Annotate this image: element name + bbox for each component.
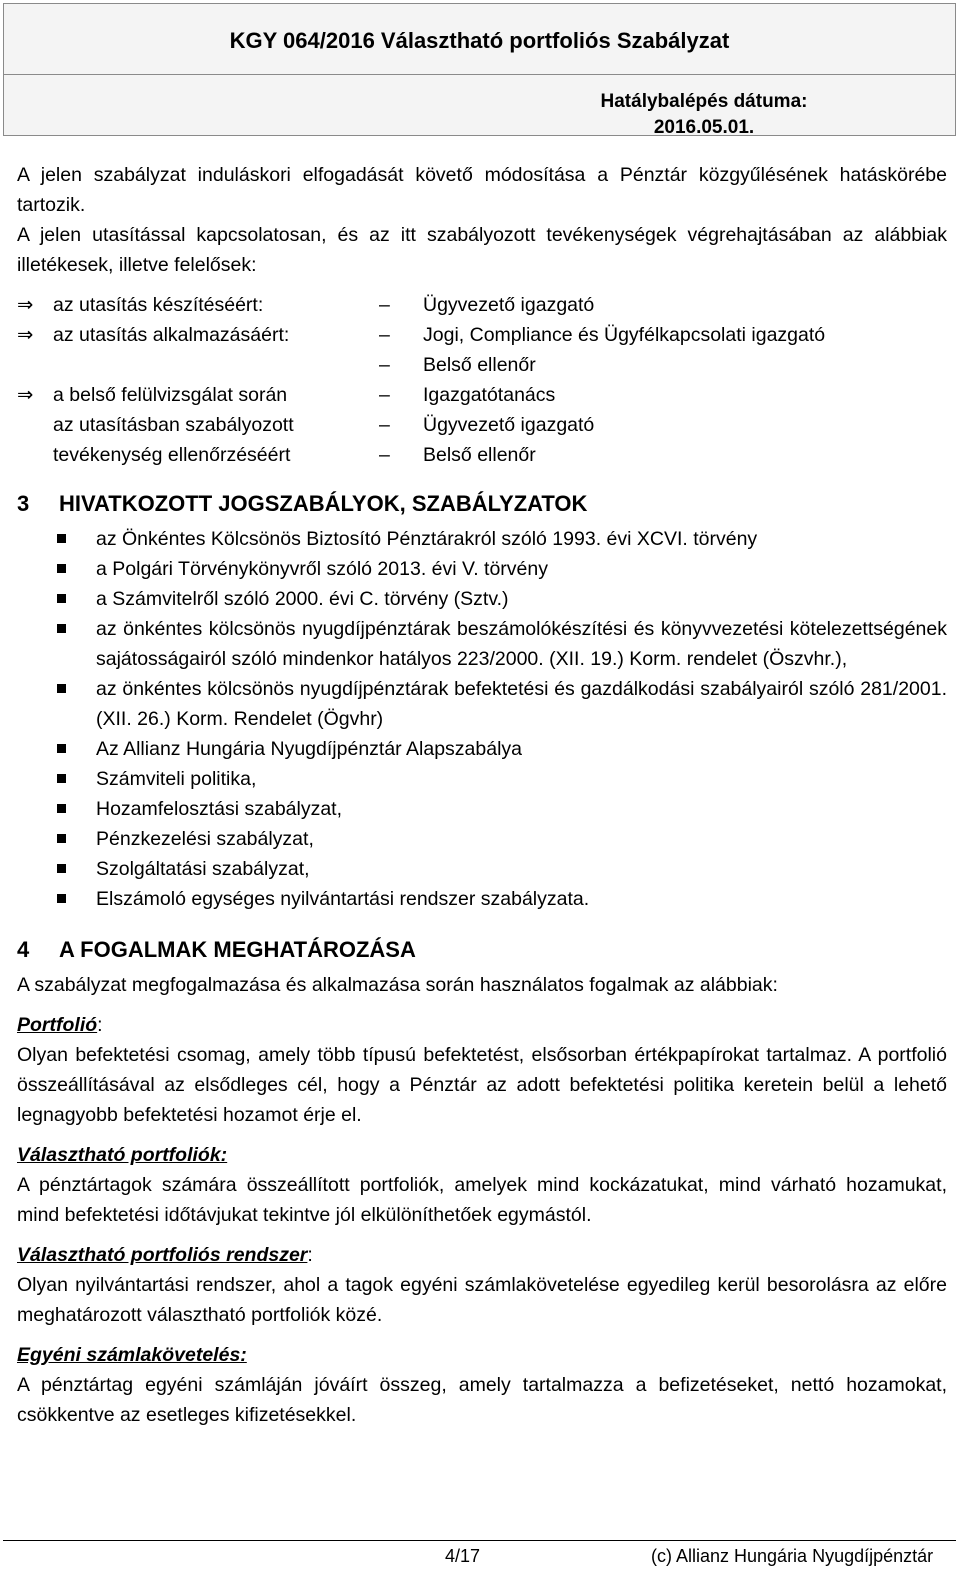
list-item: Számviteli politika, (17, 764, 947, 794)
term-heading (17, 1010, 947, 1040)
term-name: Portfolió (17, 1014, 98, 1036)
arrow-icon: ⇒ (17, 384, 34, 406)
responsibility-value: Belső ellenőr (423, 444, 536, 466)
responsibility-label: az utasítás alkalmazásáért: (53, 324, 290, 346)
list-item: Szolgáltatási szabályzat, (17, 854, 947, 884)
section-3-heading (17, 488, 947, 520)
list-item: Az Allianz Hungária Nyugdíjpénztár Alapszabálya (17, 734, 947, 764)
legal-references-list (17, 524, 947, 914)
term-suffix: : (307, 1244, 313, 1266)
list-item: Pénzkezelési szabályzat, (17, 824, 947, 854)
dash-icon: – (379, 324, 390, 346)
dash-icon: – (379, 294, 390, 316)
list-item: az önkéntes kölcsönös nyugdíjpénztárak beszámolókészítési és könyvvezetési kötelezettségének sajátosságairól szóló mindenkor hatályos 223/2000. (XII. 19.) Korm. rendelet (Öszvhr.), (17, 614, 947, 674)
definitions-intro: A szabályzat megfogalmazása és alkalmazása során használatos fogalmak az alábbiak: (17, 974, 778, 996)
responsibility-label: a belső felülvizsgálat során (53, 384, 288, 406)
responsibility-list (17, 290, 947, 470)
section-4-heading (17, 934, 947, 966)
intro-paragraph: A jelen szabályzat induláskori elfogadását követő módosítása a Pénztár közgyűlésének hatáskörébe tartozik. (17, 164, 947, 216)
list-item: a Számvitelről szóló 2000. évi C. törvény (Sztv.) (17, 584, 947, 614)
page-number: 4/17 (445, 1546, 481, 1566)
term-heading (17, 1140, 947, 1170)
responsibility-label: az utasítás készítéséért: (53, 294, 264, 316)
responsibility-label: tevékenység ellenőrzéséért (53, 444, 291, 466)
effective-date-value: 2016.05.01. (653, 117, 755, 138)
document-title: KGY 064/2016 Választható portfoliós Szabályzat (229, 28, 730, 53)
section-number: 4 (17, 937, 30, 962)
header-divider (4, 74, 955, 75)
effective-date-label: Hatálybalépés dátuma: (600, 91, 808, 112)
term-name: Választható portfoliók: (17, 1144, 228, 1166)
dash-icon: – (379, 414, 390, 436)
document-header (3, 3, 956, 136)
term-suffix: : (97, 1014, 103, 1036)
responsibility-label: az utasításban szabályozott (53, 414, 294, 436)
dash-icon: – (379, 354, 390, 376)
responsibility-value: Ügyvezető igazgató (423, 414, 595, 436)
section-number: 3 (17, 491, 30, 516)
list-item: Elszámoló egységes nyilvántartási rendszer szabályzata. (17, 884, 947, 914)
term-definition: Olyan nyilvántartási rendszer, ahol a tagok egyéni számlakövetelése egyedileg kerül besorolásra az előre meghatározott választható portfoliók közé. (17, 1274, 947, 1326)
dash-icon: – (379, 444, 390, 466)
dash-icon: – (379, 384, 390, 406)
list-item: az Önkéntes Kölcsönös Biztosító Pénztárakról szóló 1993. évi XCVI. törvény (17, 524, 947, 554)
list-item: a Polgári Törvénykönyvről szóló 2013. évi V. törvény (17, 554, 947, 584)
responsibility-value: Ügyvezető igazgató (423, 294, 595, 316)
footer-copyright: (c) Allianz Hungária Nyugdíjpénztár (651, 1546, 934, 1566)
list-item: az önkéntes kölcsönös nyugdíjpénztárak befektetési és gazdálkodási szabályairól szóló 281/2001. (XII. 26.) Korm. Rendelet (Ögvhr) (17, 674, 947, 734)
section-title: HIVATKOZOTT JOGSZABÁLYOK, SZABÁLYZATOK (59, 491, 588, 516)
responsibility-intro: A jelen utasítással kapcsolatosan, és az itt szabályozott tevékenységek végrehajtásában az alábbiak illetékesek, illetve felelősek: (17, 224, 947, 276)
arrow-icon: ⇒ (17, 324, 34, 346)
section-title: A FOGALMAK MEGHATÁROZÁSA (59, 937, 416, 962)
term-definition: A pénztártagok számára összeállított portfoliók, amelyek mind kockázatukat, mind várható hozamukat, mind befektetési időtávjukat tekintve jól elkülöníthetőek egymástól. (17, 1174, 947, 1226)
term-name: Egyéni számlakövetelés: (17, 1344, 247, 1366)
term-definition: A pénztártag egyéni számláján jóváírt összeg, amely tartalmazza a befizetéseket, nettó hozamokat, csökkentve az esetleges kifizetésekkel. (17, 1374, 947, 1426)
list-item: Hozamfelosztási szabályzat, (17, 794, 947, 824)
footer-divider (3, 1540, 956, 1541)
term-name: Választható portfoliós rendszer (17, 1244, 308, 1266)
responsibility-value: Jogi, Compliance és Ügyfélkapcsolati igazgató (423, 324, 826, 346)
document-body (17, 160, 947, 1430)
term-heading (17, 1240, 947, 1270)
term-heading (17, 1340, 947, 1370)
arrow-icon: ⇒ (17, 294, 34, 316)
responsibility-value: Belső ellenőr (423, 354, 536, 376)
responsibility-value: Igazgatótanács (423, 384, 556, 406)
term-definition: Olyan befektetési csomag, amely több típusú befektetést, elsősorban értékpapírokat tartalmaz. A portfolió összeállításával az elsődleges cél, hogy a Pénztár az adott befektetési politika keretein belül a lehető legnagyobb befektetési hozamot érje el. (17, 1044, 947, 1126)
